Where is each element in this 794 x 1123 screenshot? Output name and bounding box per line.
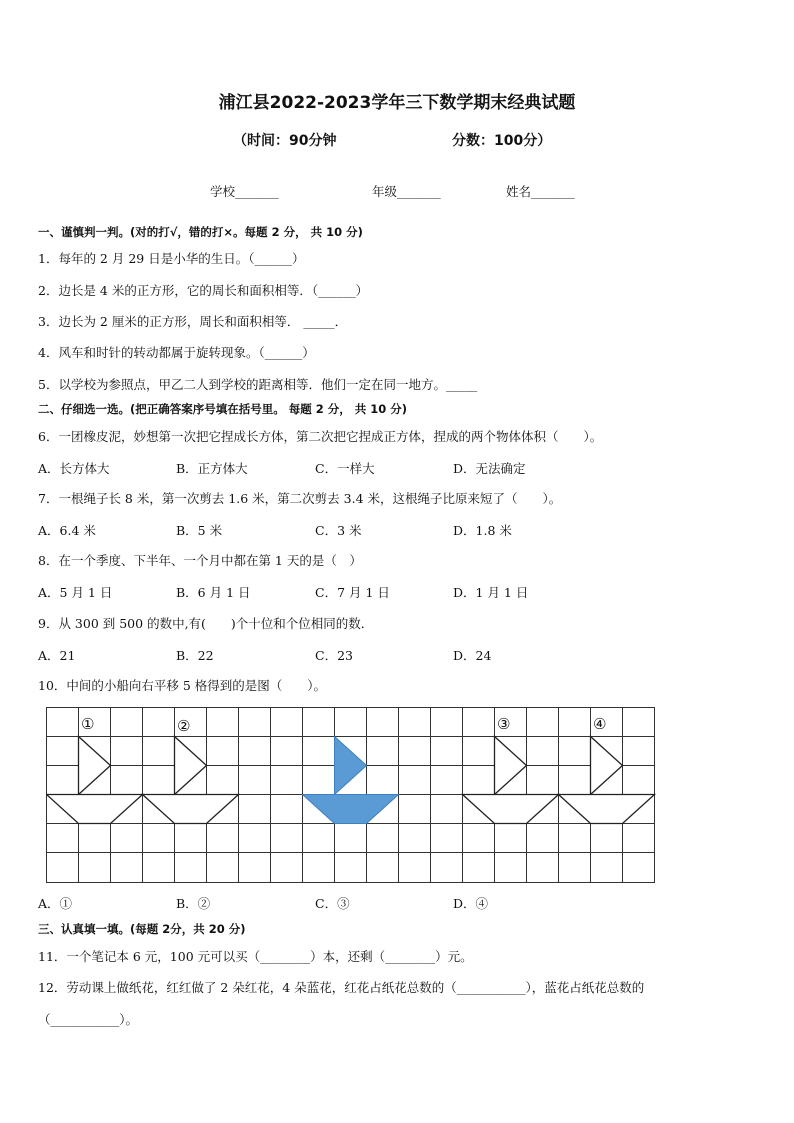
- q8-option-d: D．1 月 1 日: [453, 585, 529, 600]
- q8-option-b: B．6 月 1 日: [176, 585, 251, 600]
- question-7: 7．一根绳子长 8 米，第一次剪去 1.6 米，第二次剪去 3.4 米，这根绳子比原来短了（ ）。: [38, 491, 562, 506]
- q7-option-b: B．5 米: [176, 523, 223, 538]
- q6-option-b: B．正方体大: [176, 461, 248, 476]
- q10-option-b: B．②: [176, 896, 211, 911]
- boat-3: [463, 737, 559, 824]
- question-10: 10．中间的小船向右平移 5 格得到的是图（ ）。: [38, 678, 327, 693]
- boat-grid-svg: [46, 707, 656, 885]
- q6-option-c: C．一样大: [315, 461, 375, 476]
- boat-grid-figure: [46, 707, 656, 889]
- q9-option-b: B．22: [176, 648, 214, 663]
- q10-option-d: D．④: [453, 896, 489, 911]
- question-5: 5．以学校为参照点，甲乙二人到学校的距离相等．他们一定在同一地方。_____: [38, 377, 478, 392]
- q10-option-a: A．①: [38, 896, 73, 911]
- section3-heading: 三、认真填一填。(每题 2分，共 20 分): [38, 922, 246, 936]
- figure-label-4: ④: [593, 715, 607, 733]
- exam-score: 分数：100分）: [452, 133, 552, 149]
- question-4: 4．风车和时针的转动都属于旋转现象。（______）: [38, 345, 315, 360]
- question-6: 6．一团橡皮泥，妙想第一次把它捏成长方体，第二次把它捏成正方体，捏成的两个物体体积（ ）。: [38, 429, 603, 444]
- school-field: 学校_______: [210, 184, 279, 199]
- question-9: 9．从 300 到 500 的数中,有( )个十位和个位相同的数．: [38, 616, 374, 631]
- q9-option-d: D．24: [453, 648, 492, 663]
- question-1: 1．每年的 2 月 29 日是小华的生日。（______）: [38, 251, 305, 266]
- boat-2: [143, 737, 239, 824]
- page-title: 浦江县2022-2023学年三下数学期末经典试题: [218, 93, 576, 113]
- q6-option-d: D．无法确定: [453, 461, 526, 476]
- boat-center: [303, 737, 399, 824]
- q6-option-a: A．长方体大: [38, 461, 110, 476]
- question-12-continued: （___________）。: [38, 1012, 139, 1027]
- q8-option-a: A．5 月 1 日: [38, 585, 113, 600]
- section1-heading: 一、谨慎判一判。(对的打√，错的打×。每题 2 分， 共 10 分): [38, 225, 363, 239]
- figure-label-1: ①: [81, 715, 95, 733]
- q9-option-a: A．21: [38, 648, 76, 663]
- q7-option-a: A．6.4 米: [38, 523, 96, 538]
- q10-option-c: C．③: [315, 896, 350, 911]
- question-11: 11．一个笔记本 6 元，100 元可以买（________）本，还剩（________）元。: [38, 949, 473, 964]
- q8-option-c: C．7 月 1 日: [315, 585, 390, 600]
- name-field: 姓名_______: [506, 184, 575, 199]
- exam-time: （时间：90分钟: [233, 133, 337, 149]
- boat-1: [47, 737, 143, 824]
- q9-option-c: C．23: [315, 648, 353, 663]
- grade-field: 年级_______: [372, 184, 441, 199]
- question-3: 3．边长为 2 厘米的正方形，周长和面积相等． _____．: [38, 314, 348, 329]
- q7-option-d: D．1.8 米: [453, 523, 512, 538]
- boat-4: [559, 737, 655, 824]
- question-12: 12．劳动课上做纸花，红红做了 2 朵红花，4 朵蓝花，红花占纸花总数的（___________），蓝花占纸花总数的: [38, 980, 645, 995]
- question-2: 2．边长是 4 米的正方形，它的周长和面积相等．（______）: [38, 283, 369, 298]
- figure-label-2: ②: [177, 717, 191, 735]
- section2-heading: 二、仔细选一选。(把正确答案序号填在括号里。 每题 2 分， 共 10 分): [38, 402, 408, 416]
- figure-label-3: ③: [497, 715, 511, 733]
- question-8: 8．在一个季度、下半年、一个月中都在第 1 天的是（ ）: [38, 553, 362, 568]
- q7-option-c: C．3 米: [315, 523, 362, 538]
